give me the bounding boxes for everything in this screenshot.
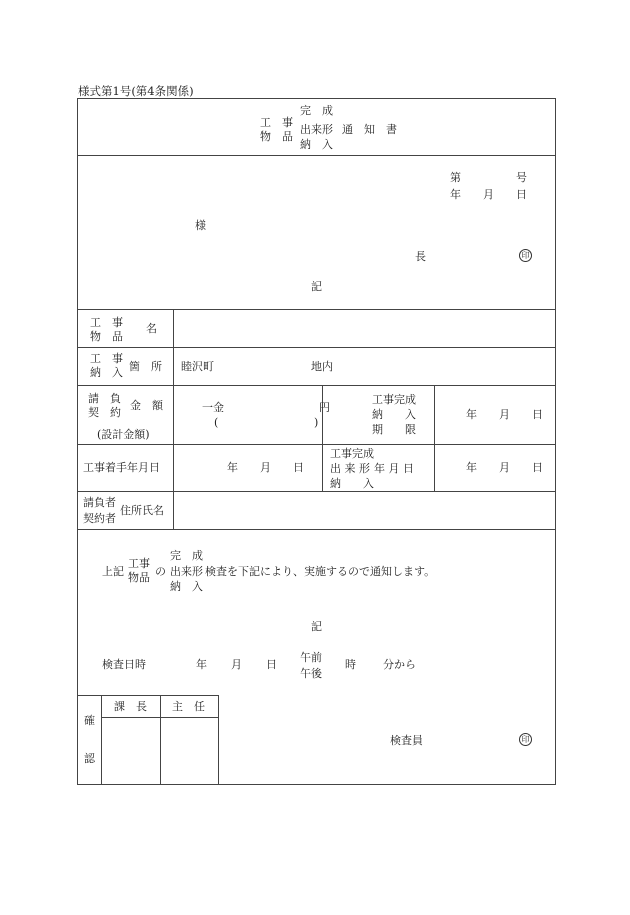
inspector-label: 検査員 [390,734,423,747]
notice-particle: の [155,565,166,578]
seal-mark: 印 [519,249,532,262]
seal-mark: 印 [519,733,532,746]
divider [77,155,556,156]
divider [434,385,435,491]
name-label-suffix: 名 [146,322,157,335]
amount-label-bottom: 契 約 [88,406,121,419]
divider [77,347,556,348]
divider [77,385,556,386]
form-number-label: 様式第1号(第4条関係) [78,84,194,98]
confirm-label-top: 確 [84,714,95,727]
divider [218,695,219,785]
sender-title: 長 [415,250,426,263]
inspection-datetime-label: 検査日時 [102,658,146,671]
chief-label: 課 長 [114,700,147,713]
amount-prefix: 一金 [202,401,224,414]
divider [173,309,174,529]
notice-kind-mid: 出来形 [170,565,203,578]
name-label-top: 工 事 [90,316,123,329]
inspection-day: 日 [266,658,277,671]
notice-object-bottom: 物品 [128,571,150,584]
ki-heading: 記 [311,280,322,293]
notice-body: 検査を下記により、実施するので通知します。 [205,565,436,578]
contractor-label-top: 請負者 [83,496,116,509]
place-label-suffix: 箇 所 [129,360,162,373]
divider [77,309,556,310]
document-number: 第 号 [450,171,527,184]
notice-object-top: 工事 [128,557,150,570]
contractor-label-bottom: 契約者 [83,512,116,525]
inspection-am: 午前 [300,651,322,664]
confirm-label-bottom: 認 [84,752,95,765]
done-label-1: 工事完成 [330,447,374,460]
done-label-3: 納 入 [330,477,374,490]
divider [160,695,161,785]
deadline-label-1: 工事完成 [372,393,416,406]
contractor-label-suffix: 住所氏名 [120,504,164,517]
deadline-label-3: 期 限 [372,423,416,436]
inspection-hour: 時 [345,658,356,671]
lead-label: 主 任 [172,700,205,713]
place-area: 地内 [311,360,333,373]
deadline-date: 年 月 日 [466,408,543,421]
amount-label-sub: (設計金額) [97,428,150,441]
addressee-suffix: 様 [195,219,206,232]
place-town: 睦沢町 [181,360,214,373]
form-frame [77,98,556,785]
document-date: 年 月 日 [450,188,527,201]
deadline-label-2: 納 入 [372,408,416,421]
notice-kind-top: 完 成 [170,549,203,562]
start-label: 工事着手年月日 [83,461,160,474]
amount-label-suffix: 金 額 [130,399,163,412]
divider [77,491,556,492]
notice-prefix: 上記 [102,565,124,578]
name-label-bottom: 物 品 [90,330,123,343]
inspection-minute: 分から [383,658,416,671]
done-date: 年 月 日 [466,461,543,474]
amount-yen: 円 [319,401,330,414]
start-date: 年 月 日 [227,461,304,474]
done-label-suffix: 年 月 日 [374,462,414,475]
divider [101,695,102,785]
notice-ki-heading: 記 [311,620,322,633]
inspection-year: 年 [196,658,207,671]
inspection-month: 月 [231,658,242,671]
inspection-pm: 午後 [300,667,322,680]
done-label-2: 出 来 形 [330,462,370,475]
amount-paren-close: ) [314,416,319,429]
amount-paren-open: ( [214,416,219,429]
divider [77,444,556,445]
amount-label-top: 請 負 [88,392,121,405]
place-label-top: 工 事 [90,352,123,365]
divider [77,529,556,530]
divider [77,695,218,696]
place-label-bottom: 納 入 [90,366,123,379]
notice-kind-bottom: 納 入 [170,580,203,593]
